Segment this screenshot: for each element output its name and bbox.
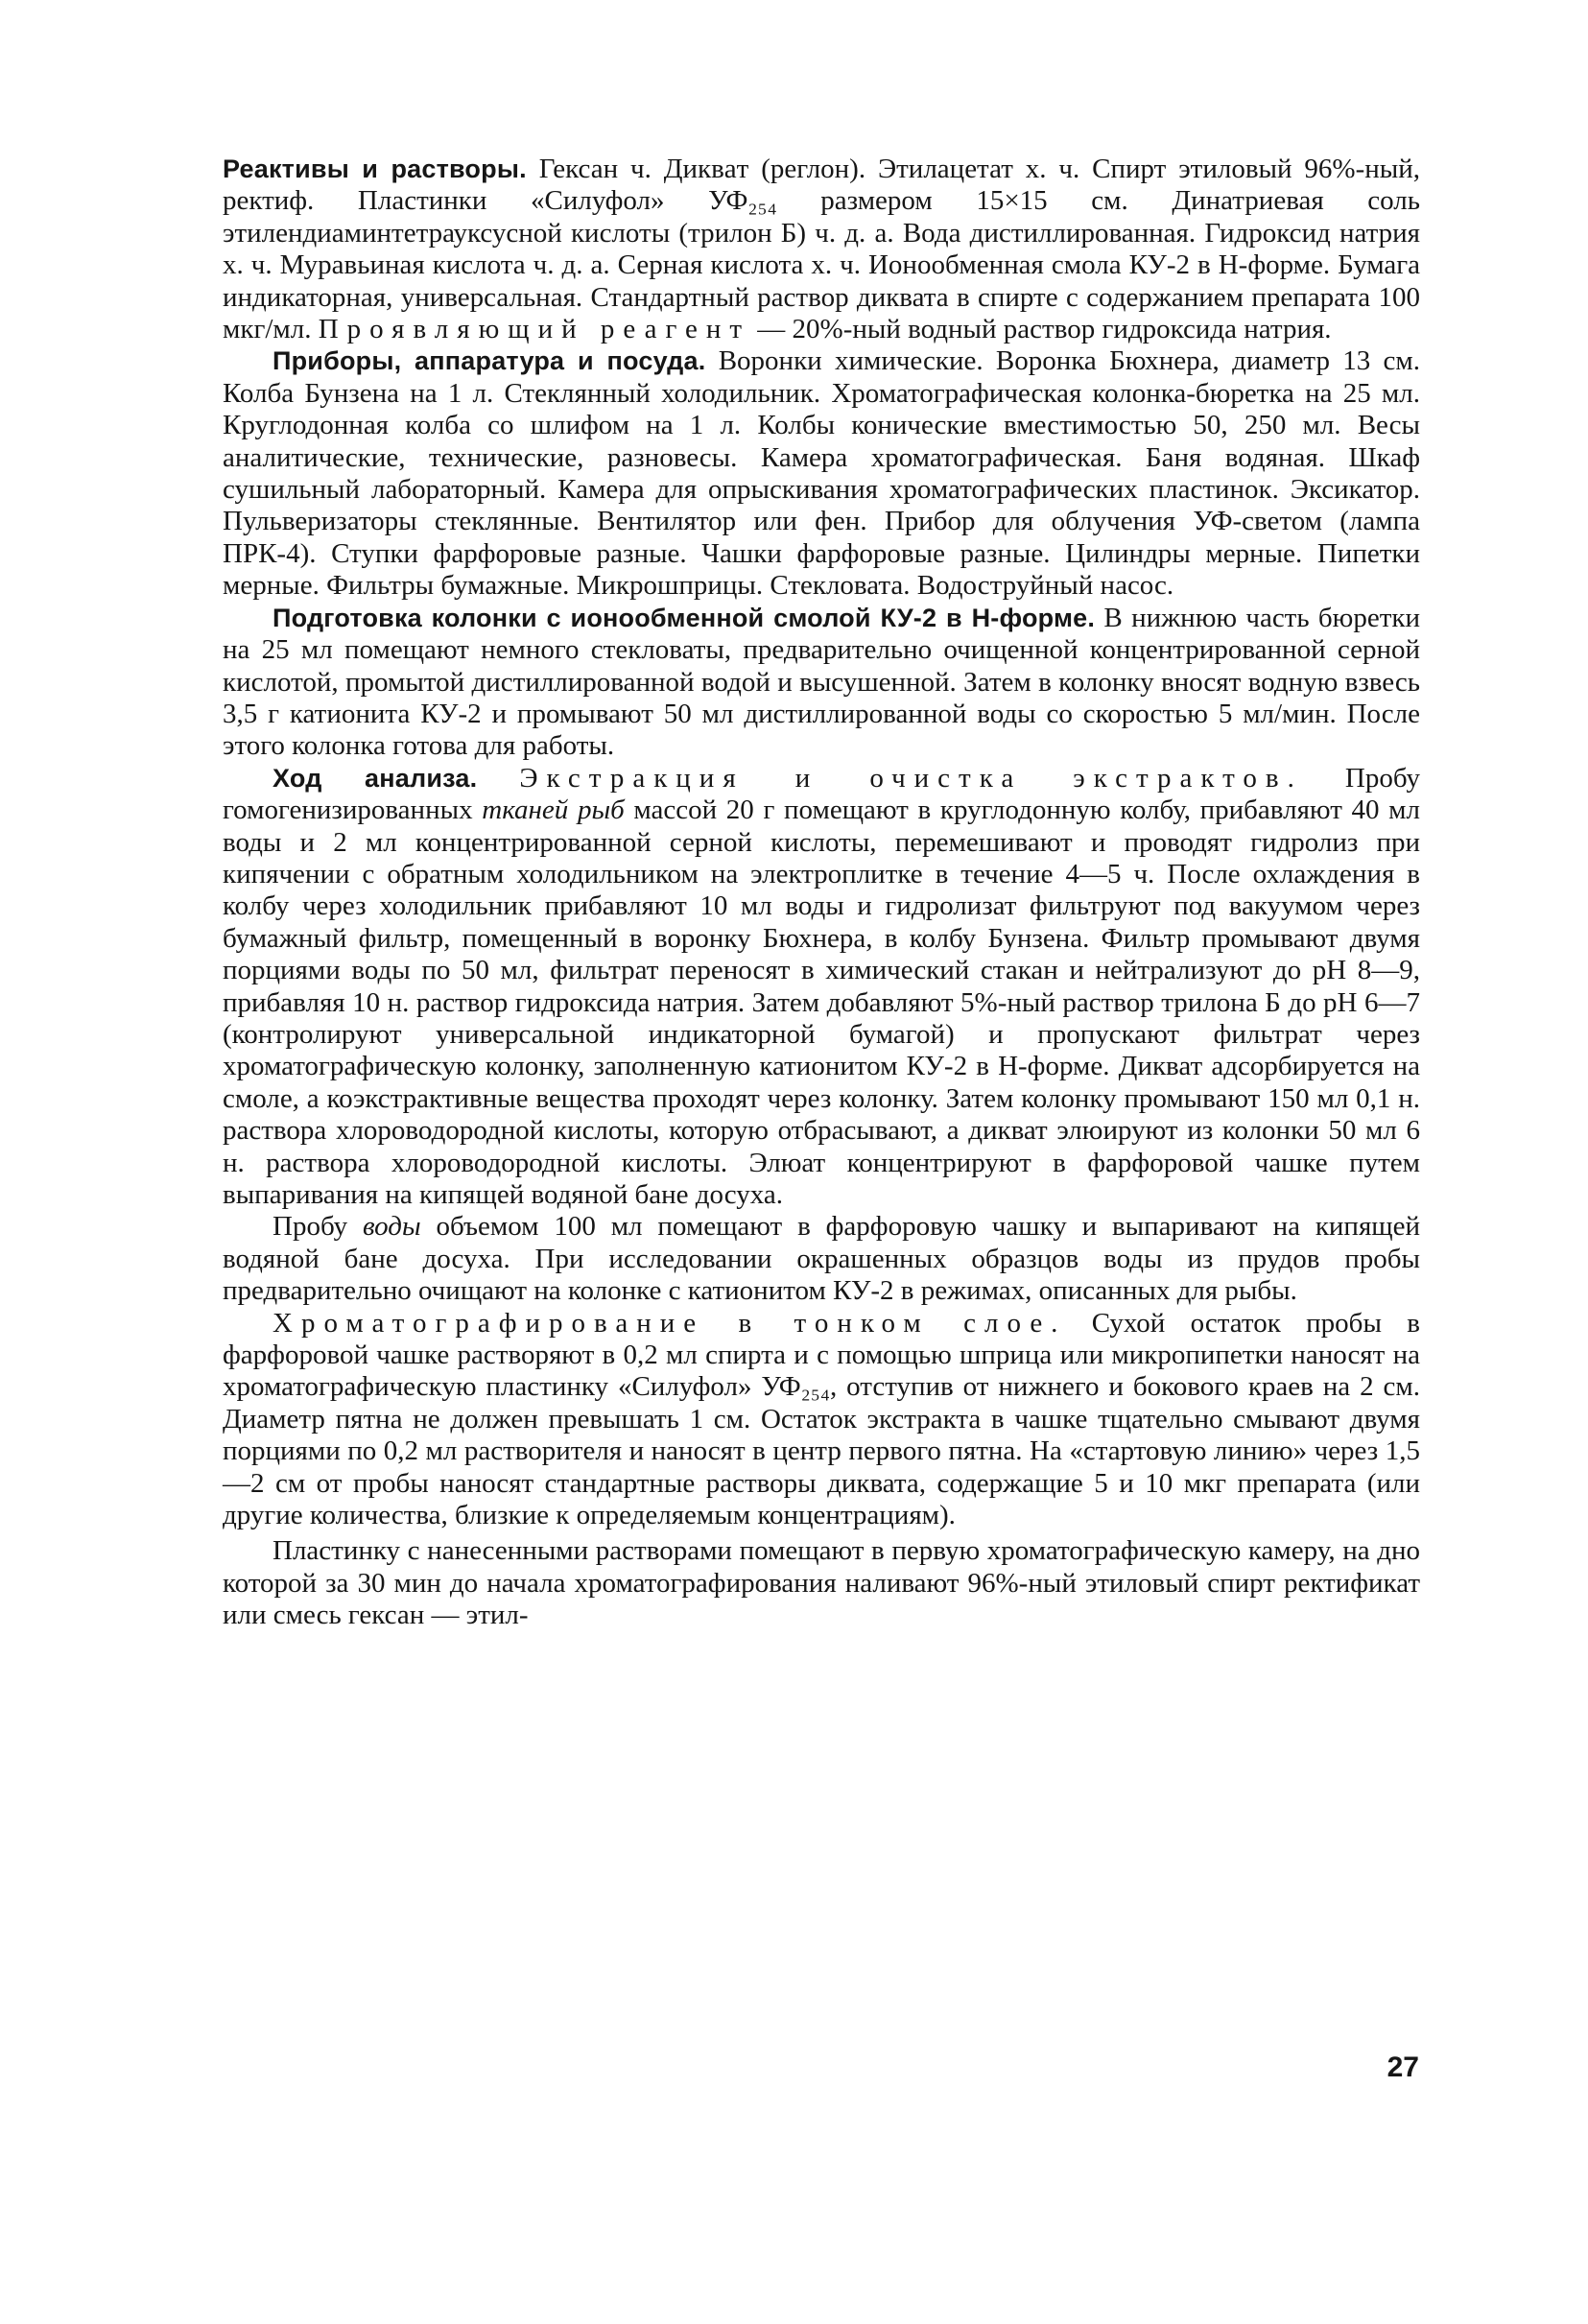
spaced-subheading: Хроматографирование в тонком слое. [273,1307,1067,1339]
paragraph-text-pre: Пробу [273,1211,363,1243]
spaced-term: Проявляющий реагент [318,314,751,345]
paragraph-text: массой 20 г помещают в круглодонную колбу, прибавляют 40 мл воды и 2 мл концентрированной серной кислоты, перемешивают и проводят гидролиз при кипячении с обратным холодильником на электроплитке в течение 4—5 ч. После охлаждения в колбу через холодильник прибавляют 10 мл воды и гидролизат фильтруют под вакуумом через бумажный фильтр, помещенный в воронку Бюхнера, в колбу Бунзена. Фильтр промывают двумя порциями воды по 50 мл, фильтрат переносят в химический стакан и нейтрализуют до pH 8—9, прибавляя 10 н. раствор гидроксида натрия. Затем добавляют 5%-ный раствор трилона Б до pH 6—7 (контролируют универсальной индикаторной бумагой) и пропускают фильтрат через хроматографическую колонку, заполненную катионитом КУ-2 в Н-форме. Дикват адсорбируется на смоле, а коэкстрактивные вещества проходят через колонку. Затем колонку промывают 150 мл 0,1 н. раствора хлороводородной кислоты, которую отбрасывают, а дикват элюируют из колонки 50 мл 6 н. раствора хлороводородной кислоты. Элюат концентрируют в фарфоровой чашке путем выпаривания на кипящей водяной бане досуха. [223,794,1421,1210]
paragraph-text: Сухой остаток пробы в фарфоровой чашке растворяют в 0,2 мл спирта и с помощью шприца или микропипетки наносят на хроматографическую пластинку «Силуфол» УФ₂₅₄, отступив от нижнего и бокового краев на 2 см. Диаметр пятна не должен превышать 1 см. Остаток экстракта в чашке тщательно смывают двумя порциями по 0,2 мл растворителя и наносят в центр первого пятна. На «стартовую линию» через 1,5—2 см от пробы наносят стандартные растворы диквата, содержащие 5 и 10 мкг препарата (или другие количества, близкие к определяемым концентрациям). [223,1307,1420,1531]
section-heading-analysis: Ход анализа. [273,763,478,793]
document-page [223,154,1420,2245]
paragraph-text: Гексан ч. Диквaт (реглон). Этилацетат х. ч. Спирт этиловый 96%-ный, ректиф. Пластинки «Силуфол» УФ₂₅₄ размером 15×15 см. Динатриевая соль этилендиаминтетрауксусной кислоты (трилон Б) ч. д. а. Вода дистиллированная. Гидроксид натрия х. ч. Муравьиная кислота ч. д. а. Серная кислота х. ч. Ионообменная смола КУ-2 в Н-форме. Бумага индикаторная, универсальная. Стандартный раствор диквата в спирте с содержанием препарата 100 мкг/мл. [223,154,1421,345]
paragraph-plate [223,1535,1420,1631]
paragraph-text: объемом 100 мл помещают в фарфоровую чашку и выпаривают на кипящей водяной бане досуха. При исследовании окрашенных образцов воды из прудов пробы предварительно очищают на колонке с катионитом КУ-2 в режимах, описанных для рыбы. [223,1211,1421,1307]
section-heading-reagents: Реактивы и растворы. [223,154,527,183]
paragraph-reagents [223,154,1420,345]
paragraph-tlc [223,1308,1420,1532]
paragraph-analysis [223,763,1420,1212]
italic-term: воды [362,1211,421,1243]
section-heading-equipment: Приборы, аппаратура и посуда. [273,346,706,376]
paragraph-text: Воронки химические. Воронка Бюхнера, диаметр 13 см. Колба Бунзена на 1 л. Стеклянный холодильник. Хроматографическая колонка-бюретка на 25 мл. Круглодонная колба со шлифом на 1 л. Колбы конические вместимостью 50, 250 мл. Весы аналитические, технические, разновесы. Камера хроматографическая. Баня водяная. Шкаф сушильный лабораторный. Камера для опрыскивания хроматографических пластинок. Эксикатор. Пульверизаторы стеклянные. Вентилятор или фен. Прибор для облучения УФ-светом (лампа ПРК-4). Ступки фарфоровые разные. Чашки фарфоровые разные. Цилиндры мерные. Пипетки мерные. Фильтры бумажные. Микрошприцы. Стекловата. Водоструйный насос. [223,345,1421,602]
paragraph-text-pre: Пробу гомогенизированных [223,762,1421,826]
page-number: 27 [1387,2051,1419,2083]
spaced-subheading: Экстракция и очистка экстрактов. [519,762,1303,794]
italic-term: тканей рыб [482,794,625,826]
paragraph-text: В нижнюю часть бюретки на 25 мл помещают немного стекловаты, предварительно очищенной концентрированной серной кислотой, промытой дистиллированной водой и высушенной. Затем в колонку вносят водную взвесь 3,5 г катионита КУ-2 и промывают 50 мл дистиллированной воды со скоростью 5 мл/мин. После этого колонка готова для работы. [223,602,1420,762]
section-heading-column: Подготовка колонки с ионообменной смолой КУ-2 в Н-форме. [273,603,1096,632]
paragraph-column [223,603,1420,763]
paragraph-text-tail: — 20%-ный водный раствор гидроксида натрия. [750,314,1332,345]
paragraph-water [223,1211,1420,1307]
paragraph-equipment [223,345,1420,602]
paragraph-text: Пластинку с нанесенными растворами помещают в первую хроматографическую камеру, на дно которой за 30 мин до начала хроматографирования наливают 96%-ный этиловый спирт ректификат или смесь гексан — этил- [223,1535,1420,1631]
